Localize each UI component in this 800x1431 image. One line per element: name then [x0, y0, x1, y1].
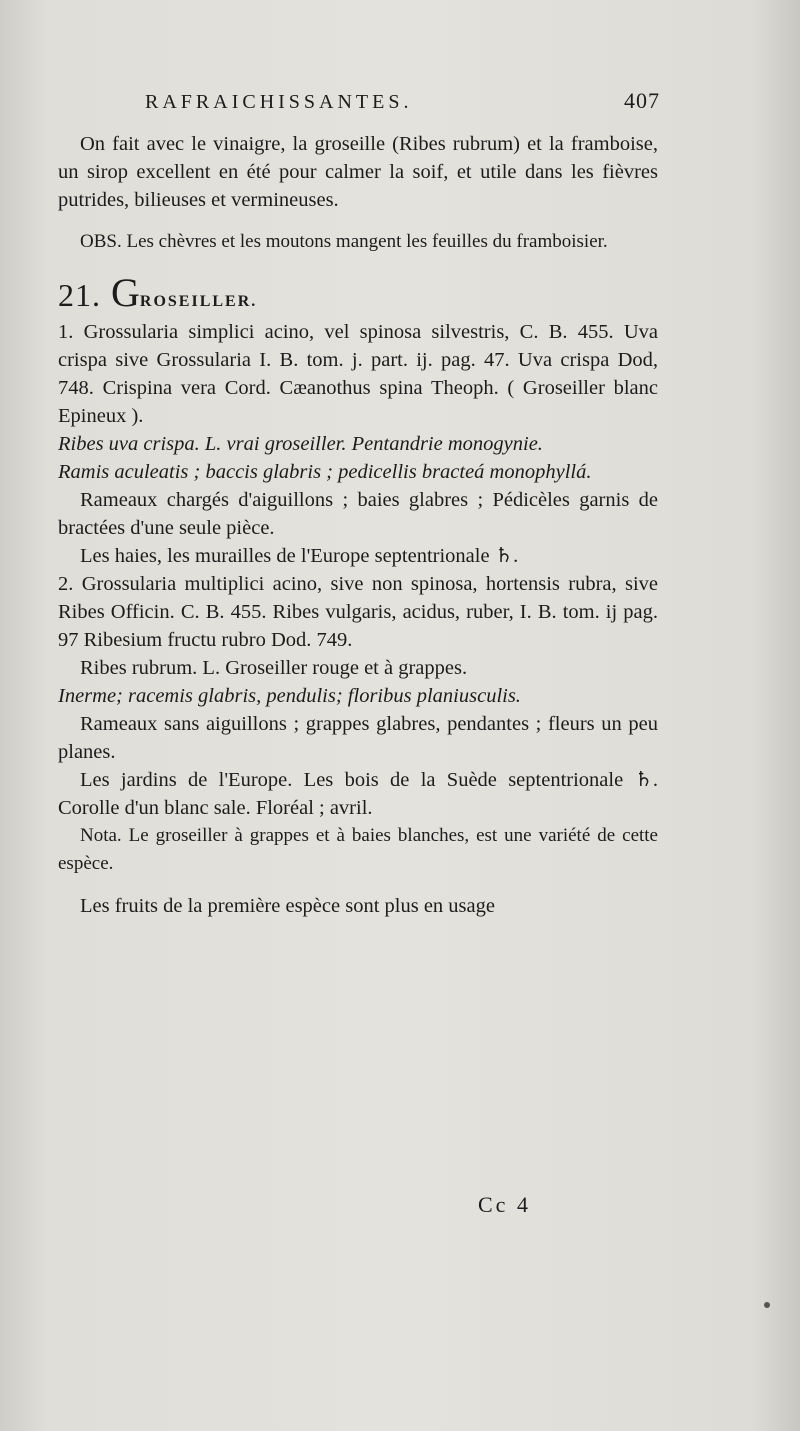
nota-paragraph: Nota. Le groseiller à grappes et à baies blanches, est une variété de cette espèce. — [58, 825, 658, 874]
species-2-synonyms: 2. Grossularia multiplici acino, sive non spinosa, hortensis rubra, sive Ribes Officin. C. B. 455. Ribes vulgaris, acidus, ruber, I. B. tom. ij pag. 97 Ribesium fructu rubro Dod. 749. — [58, 573, 658, 651]
page-number: 407 — [624, 88, 660, 113]
running-title: RAFRAICHISSANTES. — [145, 91, 413, 113]
section-heading — [58, 270, 658, 316]
species-1-habitat: Les haies, les murailles de l'Europe septentrionale ♄. — [80, 545, 519, 567]
section-number: 21. — [58, 277, 101, 313]
obs-paragraph: OBS. Les chèvres et les moutons mangent les feuilles du framboisier. — [80, 231, 608, 252]
section-title: ROSEILLER. — [139, 293, 258, 310]
running-header — [145, 88, 660, 114]
intro-paragraph: On fait avec le vinaigre, la groseille (Ribes rubrum) et la framboise, un sirop excellent en été pour calmer la soif, et utile dans les fièvres putrides, bilieuses et vermineuses. — [58, 133, 658, 211]
paper-speck — [764, 1302, 770, 1308]
page-body — [58, 130, 658, 920]
species-1-latin-description: Ramis aculeatis ; baccis glabris ; pedicellis bracteá monophyllá. — [58, 461, 592, 483]
species-1-linnaean: Ribes uva crispa. L. vrai groseiller. Pentandrie monogynie. — [58, 433, 543, 455]
closing-line: Les fruits de la première espèce sont plus en usage — [80, 895, 495, 917]
species-2-description: Rameaux sans aiguillons ; grappes glabres, pendantes ; fleurs un peu planes. — [58, 713, 658, 763]
species-2-linnaean: Ribes rubrum. L. Groseiller rouge et à grappes. — [80, 657, 468, 679]
species-2-habitat: Les jardins de l'Europe. Les bois de la Suède septentrionale ♄. Corolle d'un blanc sale. Floréal ; avril. — [58, 769, 658, 819]
species-2-latin-description: Inerme; racemis glabris, pendulis; floribus planiusculis. — [58, 685, 521, 707]
species-1-synonyms: 1. Grossularia simplici acino, vel spinosa silvestris, C. B. 455. Uva crispa sive Grossularia I. B. tom. j. part. ij. pag. 47. Uva crispa Dod, 748. Crispina vera Cord. Cæanothus spina Theoph. ( Groseiller blanc Epineux ). — [58, 321, 658, 427]
section-initial: G — [111, 270, 140, 315]
catchword: Cc 4 — [478, 1192, 531, 1217]
species-1-description: Rameaux chargés d'aiguillons ; baies glabres ; Pédicèles garnis de bractées d'une seule pièce. — [58, 489, 658, 539]
